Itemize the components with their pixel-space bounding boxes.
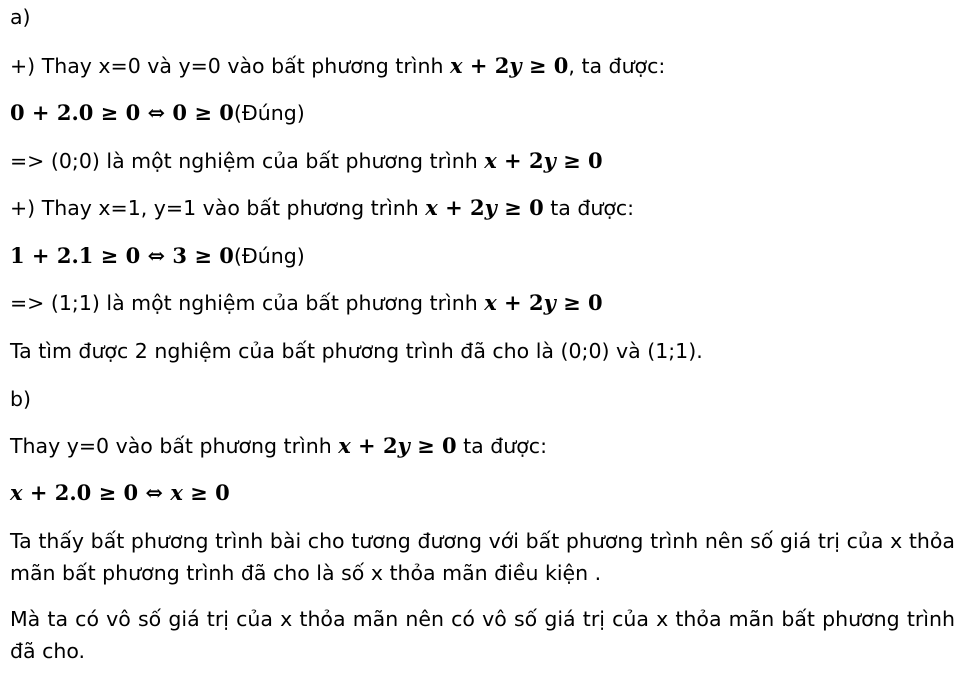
text: Thay y=0 vào bất phương trình	[10, 434, 339, 458]
part-a-equation-2	[10, 244, 305, 268]
math-var-y: y	[484, 195, 497, 220]
part-a-label: a)	[10, 5, 31, 29]
part-a-substitution-line-2	[10, 196, 634, 220]
part-b-substitution-line	[10, 434, 547, 458]
text: , ta được:	[568, 54, 666, 78]
text: ta được:	[456, 434, 547, 458]
math-equation: 1 + 2.1 ≥ 0 ⇔ 3 ≥ 0	[10, 243, 234, 268]
math-expression: + 2	[437, 195, 485, 220]
math-var-y: y	[397, 433, 410, 458]
math-equation: 0 + 2.0 ≥ 0 ⇔ 0 ≥ 0	[10, 100, 234, 125]
part-a-equation-1	[10, 101, 305, 125]
equation-note: (Đúng)	[233, 101, 305, 125]
part-b-label: b)	[10, 387, 32, 411]
text: => (1;1) là một nghiệm của bất phương trình	[10, 291, 485, 315]
part-a-conclusion-2	[10, 291, 603, 315]
math-var-y: y	[543, 148, 556, 173]
text: => (0;0) là một nghiệm của bất phương trình	[10, 149, 485, 173]
math-expression: ≥ 0	[182, 480, 230, 505]
math-var-x: x	[425, 195, 438, 220]
equation-note: (Đúng)	[233, 244, 305, 268]
part-a-conclusion-1	[10, 149, 603, 173]
part-a-summary: Ta tìm được 2 nghiệm của bất phương trình đã cho là (0;0) và (1;1).	[10, 339, 703, 363]
math-expression: ≥ 0	[409, 433, 457, 458]
math-expression: + 2	[496, 290, 544, 315]
math-expression: ≥ 0	[496, 195, 544, 220]
math-expression: + 2	[496, 148, 544, 173]
text: +) Thay x=1, y=1 vào bất phương trình	[10, 196, 426, 220]
math-var-x: x	[338, 433, 351, 458]
math-var-x: x	[170, 480, 183, 505]
math-var-x: x	[484, 290, 497, 315]
math-expression: + 2	[350, 433, 398, 458]
part-b-paragraph-2: Mà ta có vô số giá trị của x thỏa mãn nên có vô số giá trị của x thỏa mãn bất phương trình đã cho.	[10, 607, 955, 663]
math-var-x: x	[449, 53, 463, 78]
part-b-equation	[10, 481, 230, 505]
math-expression: ≥ 0	[555, 290, 603, 315]
math-expression: + 2.0 ≥ 0 ⇔	[22, 480, 171, 505]
math-var-x: x	[484, 148, 497, 173]
text: +) Thay x=0 và y=0 vào bất phương trình	[10, 54, 450, 78]
math-expression: + 2	[462, 53, 510, 78]
math-var-y: y	[543, 290, 556, 315]
math-var-x: x	[10, 480, 23, 505]
part-a-substitution-line-1	[10, 54, 665, 78]
math-expression: ≥ 0	[521, 53, 569, 78]
part-b-paragraph-1: Ta thấy bất phương trình bài cho tương đương với bất phương trình nên số giá trị của x thỏa mãn bất phương trình đã cho là số x thỏa mãn điều kiện .	[10, 529, 955, 585]
text: ta được:	[543, 196, 635, 220]
math-var-y: y	[509, 53, 522, 78]
math-expression: ≥ 0	[555, 148, 603, 173]
